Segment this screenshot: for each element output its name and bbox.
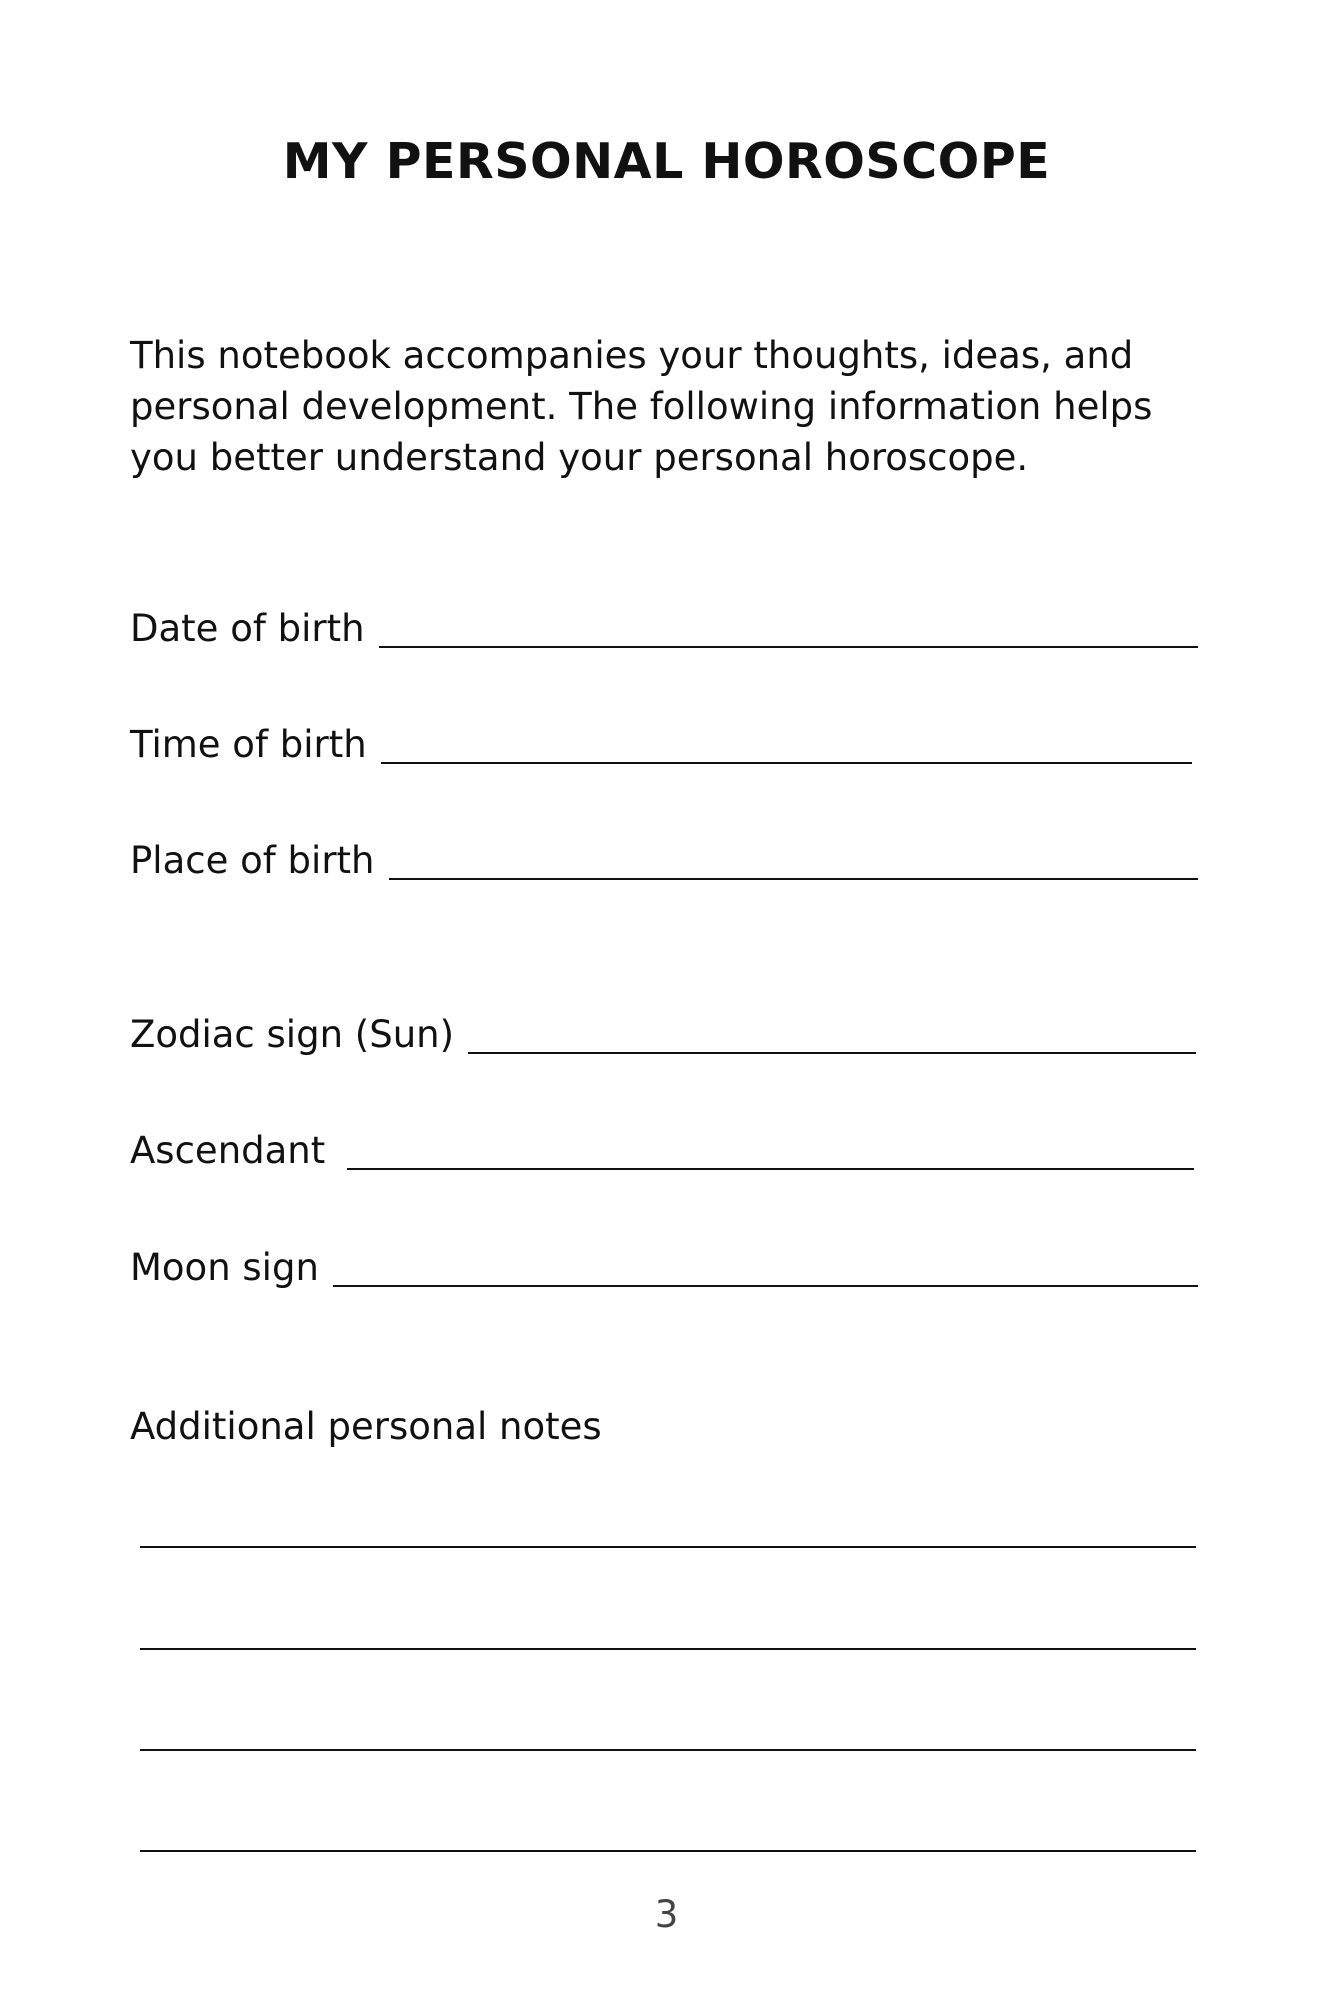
place-of-birth-field[interactable] bbox=[130, 836, 1198, 886]
page-title: MY PERSONAL HOROSCOPE bbox=[282, 133, 1051, 190]
moon-sign-field[interactable] bbox=[130, 1243, 1198, 1293]
ascendant-field[interactable] bbox=[130, 1126, 1194, 1176]
time-of-birth-label: Time of birth bbox=[130, 723, 367, 766]
note-line[interactable] bbox=[140, 1749, 1196, 1751]
note-line[interactable] bbox=[140, 1648, 1196, 1650]
place-of-birth-label: Place of birth bbox=[130, 839, 375, 882]
ascendant-label: Ascendant bbox=[130, 1129, 326, 1172]
page-number: 3 bbox=[654, 1893, 679, 1936]
date-of-birth-line[interactable] bbox=[379, 646, 1198, 648]
notes-heading: Additional personal notes bbox=[130, 1405, 602, 1448]
zodiac-sign-label: Zodiac sign (Sun) bbox=[130, 1013, 455, 1056]
zodiac-sign-line[interactable] bbox=[468, 1052, 1196, 1054]
date-of-birth-field[interactable] bbox=[130, 604, 1198, 654]
ascendant-line[interactable] bbox=[347, 1168, 1194, 1170]
place-of-birth-line[interactable] bbox=[389, 878, 1199, 880]
moon-sign-label: Moon sign bbox=[130, 1246, 319, 1289]
note-line[interactable] bbox=[140, 1850, 1196, 1852]
time-of-birth-line[interactable] bbox=[381, 762, 1192, 764]
zodiac-sign-field[interactable] bbox=[130, 1010, 1196, 1060]
date-of-birth-label: Date of birth bbox=[130, 607, 365, 650]
note-line[interactable] bbox=[140, 1546, 1196, 1548]
moon-sign-line[interactable] bbox=[333, 1285, 1198, 1287]
intro-paragraph: This notebook accompanies your thoughts, ideas, and personal development. The following information helps you better understand your personal horoscope. bbox=[130, 334, 1153, 479]
time-of-birth-field[interactable] bbox=[130, 720, 1192, 770]
